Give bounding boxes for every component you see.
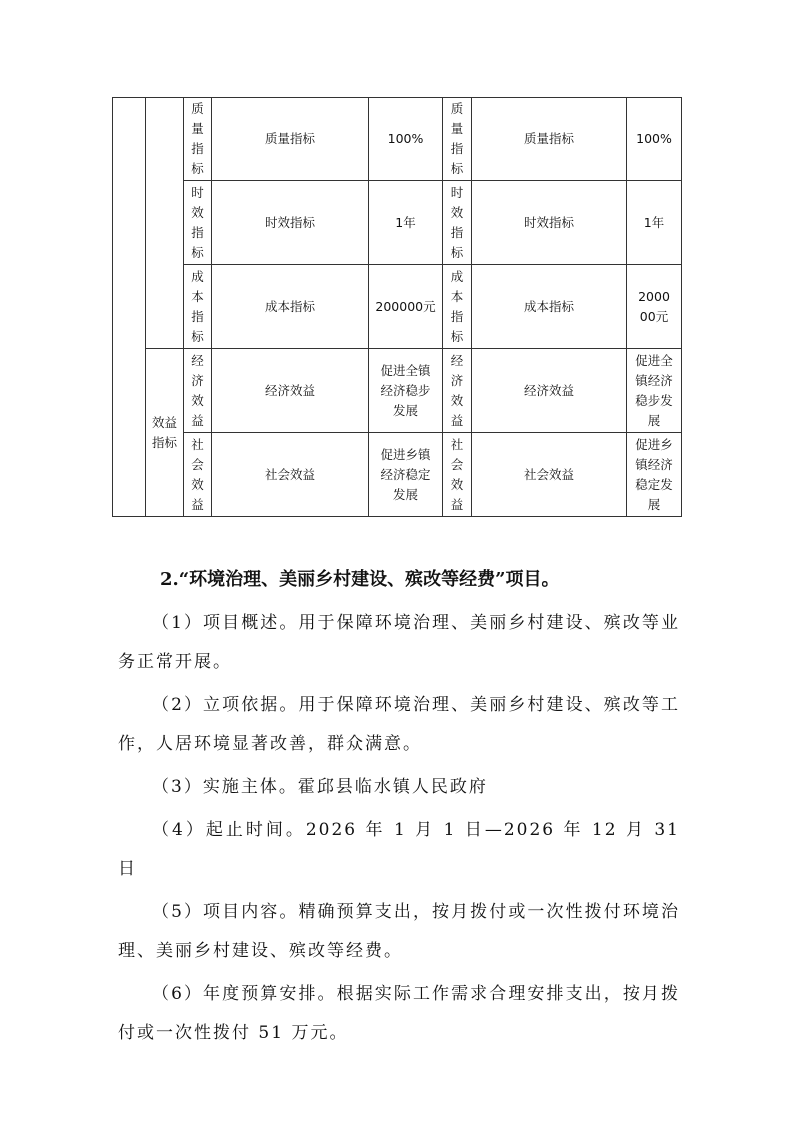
indicator-name-cell: 经济效益 xyxy=(212,349,369,433)
section-heading: 2.“环境治理、美丽乡村建设、殡改等经费”项目。 xyxy=(160,569,560,590)
indicator-name-cell: 成本指标 xyxy=(472,265,627,349)
indicator-name-cell: 社会效益 xyxy=(472,433,627,517)
performance-indicator-table xyxy=(112,97,682,517)
indicator-value-cell: 促进全镇经济稳步发展 xyxy=(369,349,443,433)
table-row xyxy=(113,181,682,265)
indicator-value-cell: 1年 xyxy=(369,181,443,265)
paragraph-period: （4）起止时间。2026 年 1 月 1 日—2026 年 12 月 31 日 xyxy=(118,820,680,879)
table-row xyxy=(113,265,682,349)
level2-indicator-cell: 效益指标 xyxy=(146,349,184,517)
indicator-name-cell: 时效指标 xyxy=(472,181,627,265)
table-row xyxy=(113,349,682,433)
table-row xyxy=(113,98,682,181)
indicator-value-cell: 促进乡镇经济稳定发展 xyxy=(627,433,682,517)
indicator-name-cell: 质量指标 xyxy=(212,98,369,181)
indicator-name-cell: 成本指标 xyxy=(212,265,369,349)
indicator-name-cell: 经济效益 xyxy=(472,349,627,433)
indicator-value-cell: 200000元 xyxy=(627,265,682,349)
level3-indicator-cell: 质量指标 xyxy=(184,98,212,181)
paragraph-content: （5）项目内容。精确预算支出，按月拨付或一次性拨付环境治理、美丽乡村建设、殡改等经费。 xyxy=(118,902,680,961)
level3-indicator-cell: 成本指标 xyxy=(184,265,212,349)
indicator-name-cell: 质量指标 xyxy=(472,98,627,181)
level3-indicator-cell: 经济效益 xyxy=(443,349,472,433)
level1-indicator-cell xyxy=(113,98,146,517)
paragraph-subject: （3）实施主体。霍邱县临水镇人民政府 xyxy=(152,777,488,797)
paragraph-overview: （1）项目概述。用于保障环境治理、美丽乡村建设、殡改等业务正常开展。 xyxy=(118,613,680,672)
indicator-value-cell: 100% xyxy=(627,98,682,181)
paragraph-budget: （6）年度预算安排。根据实际工作需求合理安排支出，按月拨付或一次性拨付 51 万元。 xyxy=(118,984,680,1043)
indicator-value-cell: 1年 xyxy=(627,181,682,265)
level2-indicator-cell xyxy=(146,98,184,349)
level3-indicator-cell: 成本指标 xyxy=(443,265,472,349)
level3-indicator-cell: 社会效益 xyxy=(184,433,212,517)
indicator-value-cell: 促进乡镇经济稳定发展 xyxy=(369,433,443,517)
table-row xyxy=(113,433,682,517)
level3-indicator-cell: 时效指标 xyxy=(443,181,472,265)
level3-indicator-cell: 社会效益 xyxy=(443,433,472,517)
indicator-value-cell: 促进全镇经济稳步发展 xyxy=(627,349,682,433)
indicator-value-cell: 200000元 xyxy=(369,265,443,349)
level3-indicator-cell: 经济效益 xyxy=(184,349,212,433)
indicator-name-cell: 时效指标 xyxy=(212,181,369,265)
indicator-name-cell: 社会效益 xyxy=(212,433,369,517)
indicator-value-cell: 100% xyxy=(369,98,443,181)
level3-indicator-cell: 质量指标 xyxy=(443,98,472,181)
paragraph-basis: （2）立项依据。用于保障环境治理、美丽乡村建设、殡改等工作，人居环境显著改善，群众满意。 xyxy=(118,695,680,754)
level3-indicator-cell: 时效指标 xyxy=(184,181,212,265)
